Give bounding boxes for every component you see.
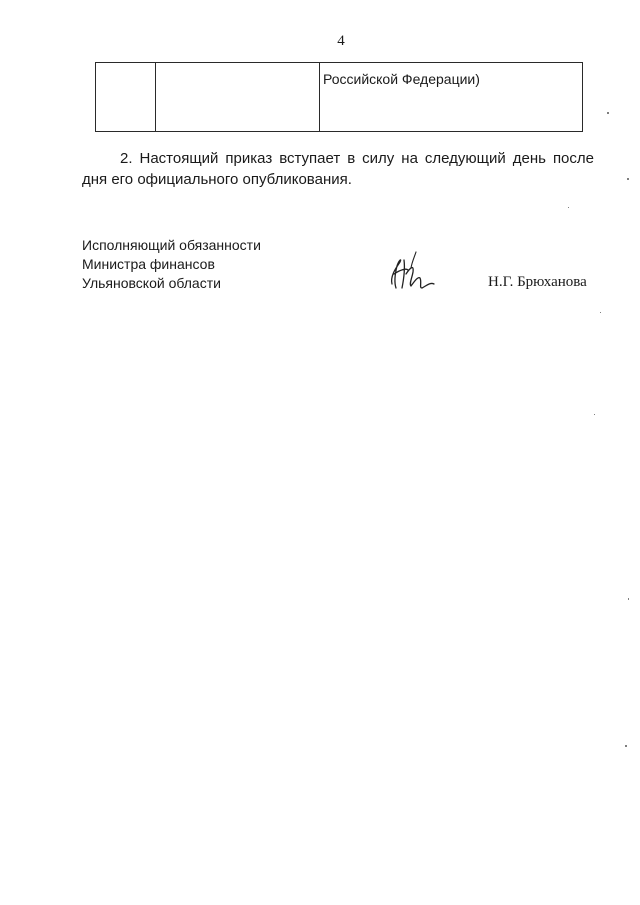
position-line: Ульяновской области <box>82 275 221 291</box>
scan-speck <box>607 112 609 114</box>
signatory-position <box>82 236 261 293</box>
signer-name: Н.Г. Брюханова <box>488 274 587 290</box>
table-row <box>96 63 583 132</box>
scan-speck <box>625 745 627 747</box>
clause-paragraph <box>82 148 594 190</box>
scan-speck <box>594 414 595 415</box>
scan-speck <box>628 598 629 600</box>
position-line: Министра финансов <box>82 256 215 272</box>
page-number: 4 <box>337 33 345 49</box>
continuation-table <box>95 62 583 132</box>
scan-speck <box>568 207 569 208</box>
table-cell <box>96 63 156 132</box>
table-cell <box>156 63 320 132</box>
handwritten-signature <box>378 248 440 298</box>
scan-speck <box>627 178 629 180</box>
table-cell <box>320 63 583 132</box>
position-line: Исполняющий обязанности <box>82 237 261 253</box>
scan-speck <box>600 312 601 313</box>
table-cell-text: Российской Федерации) <box>323 71 480 87</box>
clause-text: 2. Настоящий приказ вступает в силу на следующий день после дня его официального опубликования. <box>82 150 594 188</box>
